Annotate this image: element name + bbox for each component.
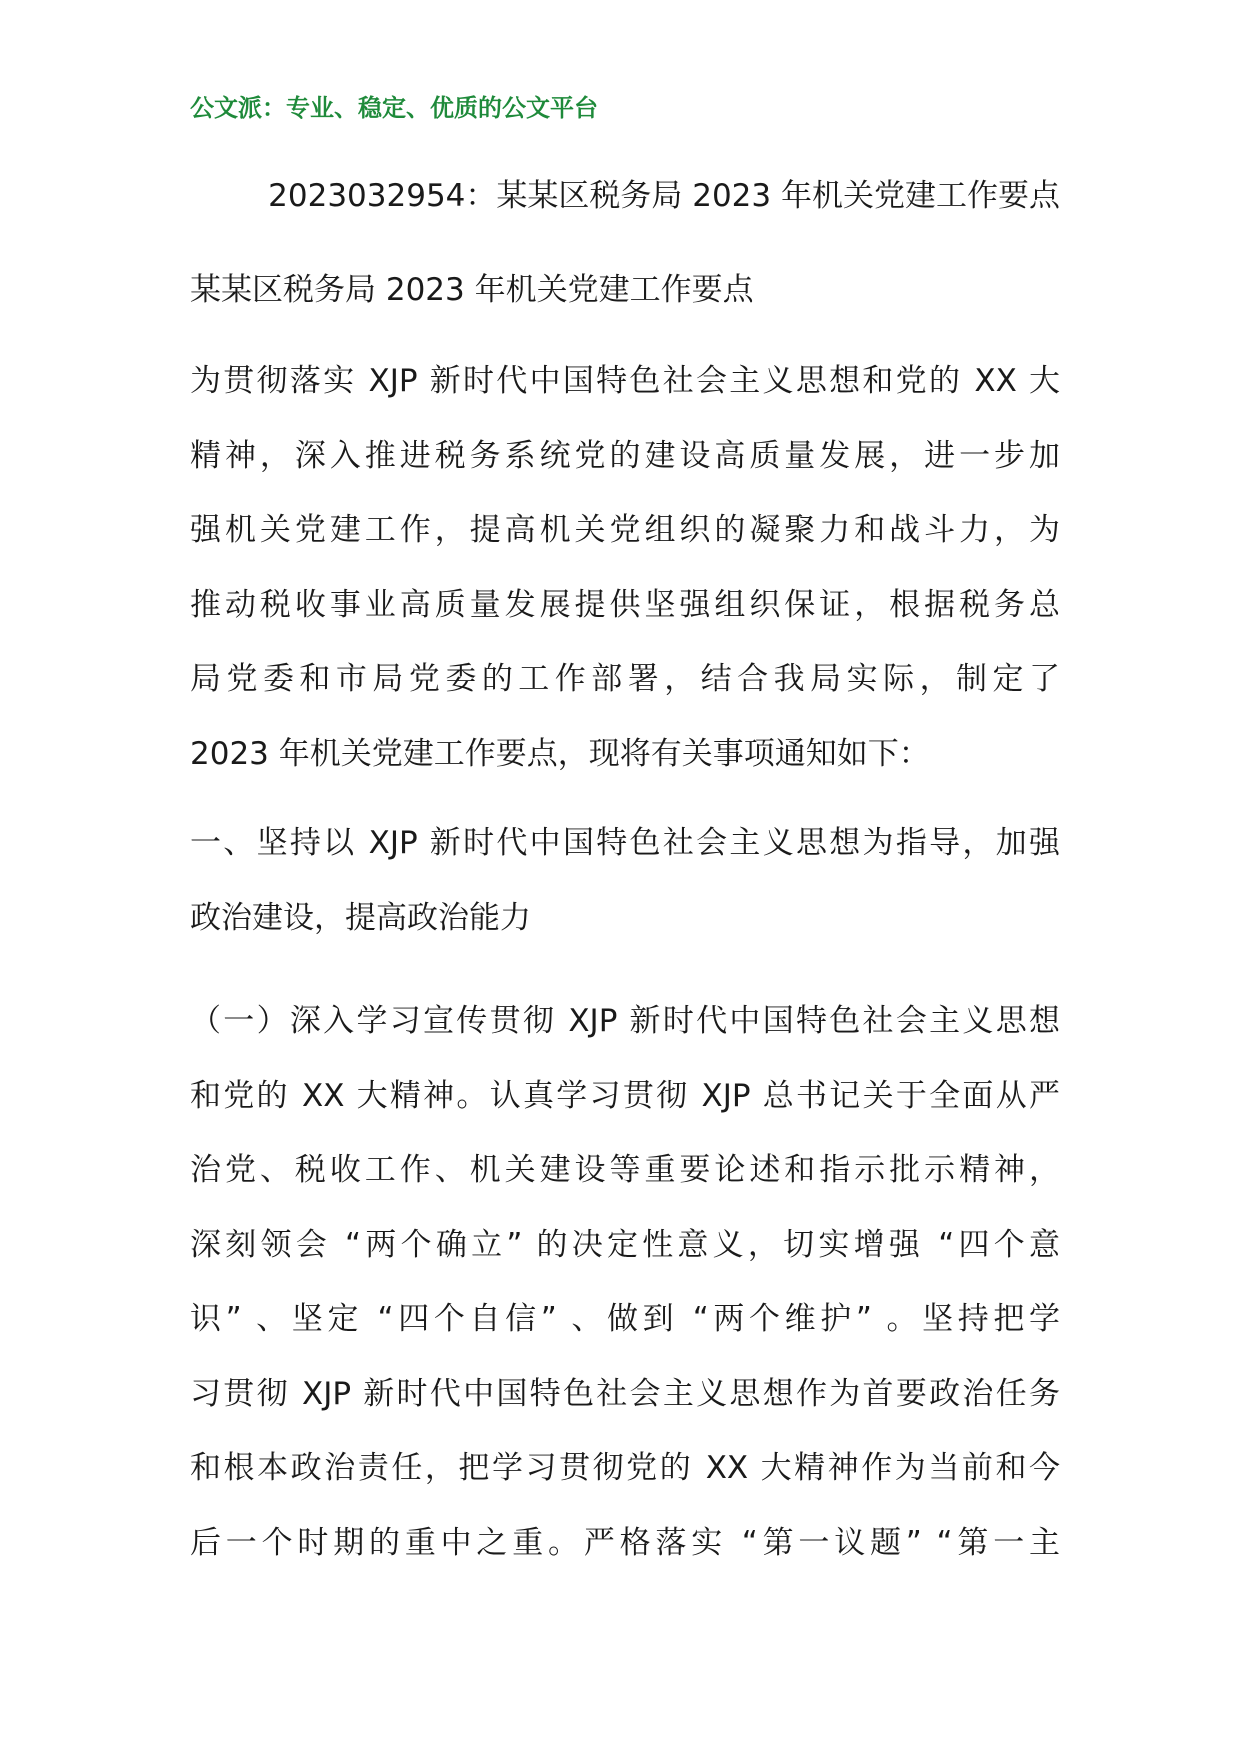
text-line: 强机关党建工作，提高机关党组织的凝聚力和战斗力，为: [190, 512, 1060, 548]
text-line: 和根本政治责任，把学习贯彻党的 XX 大精神作为当前和今: [190, 1450, 1060, 1486]
text-line: 2023 年机关党建工作要点，现将有关事项通知如下：: [190, 735, 930, 772]
text-line: 精神，深入推进税务系统党的建设高质量发展，进一步加: [190, 437, 1060, 474]
text-line: 一、坚持以 XJP 新时代中国特色社会主义思想为指导，加强: [190, 825, 1060, 861]
text-line: 习贯彻 XJP 新时代中国特色社会主义思想作为首要政治任务: [190, 1375, 1060, 1412]
text-line: （一）深入学习宣传贯彻 XJP 新时代中国特色社会主义思想: [190, 1003, 1060, 1039]
header-brand: 公文派：专业、稳定、优质的公文平台: [190, 94, 598, 122]
subsection-paragraph: [190, 984, 1060, 1580]
text-line: 后一个时期的重中之重。严格落实 “第一议题” “第一主: [190, 1524, 1060, 1561]
text-line: 推动税收事业高质量发展提供坚强组织保证，根据税务总: [190, 586, 1060, 623]
intro-paragraph: [190, 344, 1060, 791]
document-title: 2023032954：某某区税务局 2023 年机关党建工作要点: [268, 178, 1060, 214]
text-line: 为贯彻落实 XJP 新时代中国特色社会主义思想和党的 XX 大: [190, 363, 1060, 399]
text-line: 深刻领会 “两个确立” 的决定性意义，切实增强 “四个意: [190, 1226, 1060, 1263]
document-subtitle: 某某区税务局 2023 年机关党建工作要点: [190, 272, 754, 308]
text-line: 局党委和市局党委的工作部署，结合我局实际，制定了: [190, 661, 1060, 697]
text-line: 治党、税收工作、机关建设等重要论述和指示批示精神，: [190, 1152, 1060, 1188]
section-heading: [190, 806, 1060, 955]
text-line: 和党的 XX 大精神。认真学习贯彻 XJP 总书记关于全面从严: [190, 1077, 1060, 1114]
text-line: 识” 、坚定 “四个自信” 、做到 “两个维护” 。坚持把学: [190, 1301, 1060, 1337]
text-line: 政治建设，提高政治能力: [190, 899, 531, 936]
